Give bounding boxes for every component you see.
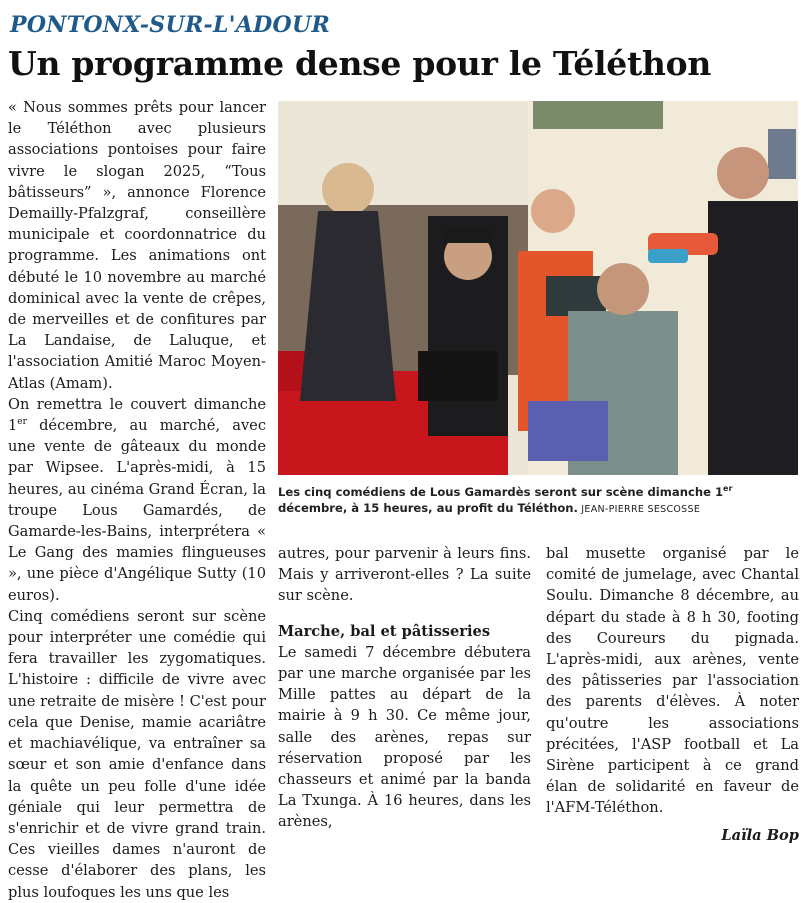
paragraph-saturday: Le samedi 7 décembre débutera par une marche organisée par les Mille pattes au départ de la mairie à 9 h 30. Ce même jour, salle des arènes, repas sur réservation proposé par les chasseurs et animé par la banda La Txunga. À 16 heures, dans les arènes, bbox=[278, 643, 531, 831]
text-column-2 bbox=[278, 543, 531, 833]
section-subhead: Marche, bal et pâtisseries bbox=[278, 622, 491, 640]
author-signature: Laïla Bop bbox=[721, 826, 799, 844]
paragraph-continuation: autres, pour parvenir à leurs fins. Mais y arriveront-elles ? La suite sur scène. bbox=[278, 545, 531, 605]
article-photo bbox=[278, 101, 798, 475]
paragraph-intro: « Nous sommes prêts pour lancer le Téléthon avec plusieurs associations pontoises pour faire vivre le slogan 2025, “Tous bâtisseurs” », annonce Florence Demailly-Pfalzgraf, conseillère municipale et coordonnatrice du programme. Les animations ont débuté le 10 novembre au marché dominical avec la vente de crêpes, de merveilles et de confitures par La Landaise, de Laluque, et l'association Amitié Maroc Moyen-Atlas (Amam). bbox=[8, 99, 266, 392]
photo-caption: Les cinq comédiens de Lous Gamardès seront sur scène dimanche 1er décembre, à 15 heures, au profit du Téléthon. JEAN-PIERRE SESCOSSE bbox=[278, 484, 733, 515]
text-column-1 bbox=[8, 97, 266, 903]
text-column-3 bbox=[546, 543, 799, 846]
article-headline: Un programme dense pour le Téléthon bbox=[8, 44, 712, 83]
paragraph-sunday: bal musette organisé par le comité de jumelage, avec Chantal Soulu. Dimanche 8 décembre, au départ du stade à 8 h 30, footing des Coureurs du pignada. L'après-midi, aux arènes, vente des pâtisseries par l'association des parents d'élèves. À noter qu'outre les associations précitées, l'ASP football et La Sirène participent à ce grand élan de solidarité en faveur de l'AFM-Téléthon. bbox=[546, 545, 799, 817]
paragraph-program: On remettra le couvert dimanche 1er décembre, au marché, avec une vente de gâteaux du monde par Wipsee. L'après-midi, à 15 heures, au cinéma Grand Écran, la troupe Lous Gamardés, de Gamarde-les-Bains, interprétera « Le Gang des mamies flingueuses », une pièce d'Angélique Sutty (10 euros). bbox=[8, 395, 266, 604]
photo-credit: JEAN-PIERRE SESCOSSE bbox=[577, 504, 701, 515]
paragraph-play: Cinq comédiens seront sur scène pour interpréter une comédie qui fera travailler les zygomatiques. L'histoire : difficile de vivre avec une retraite de misère ! C'est pour cela que Denise, mamie acariâtre et machiavélique, va entraîner sa sœur et son amie d'enfance dans la quête un peu folle d'une idée géniale qui leur permettra de s'enrichir et de vivre grand train. Ces vieilles dames n'auront de cesse d'élaborer des plans, les plus loufoques les uns que les bbox=[8, 607, 266, 901]
article-kicker: PONTONX-SUR-L'ADOUR bbox=[10, 12, 331, 38]
